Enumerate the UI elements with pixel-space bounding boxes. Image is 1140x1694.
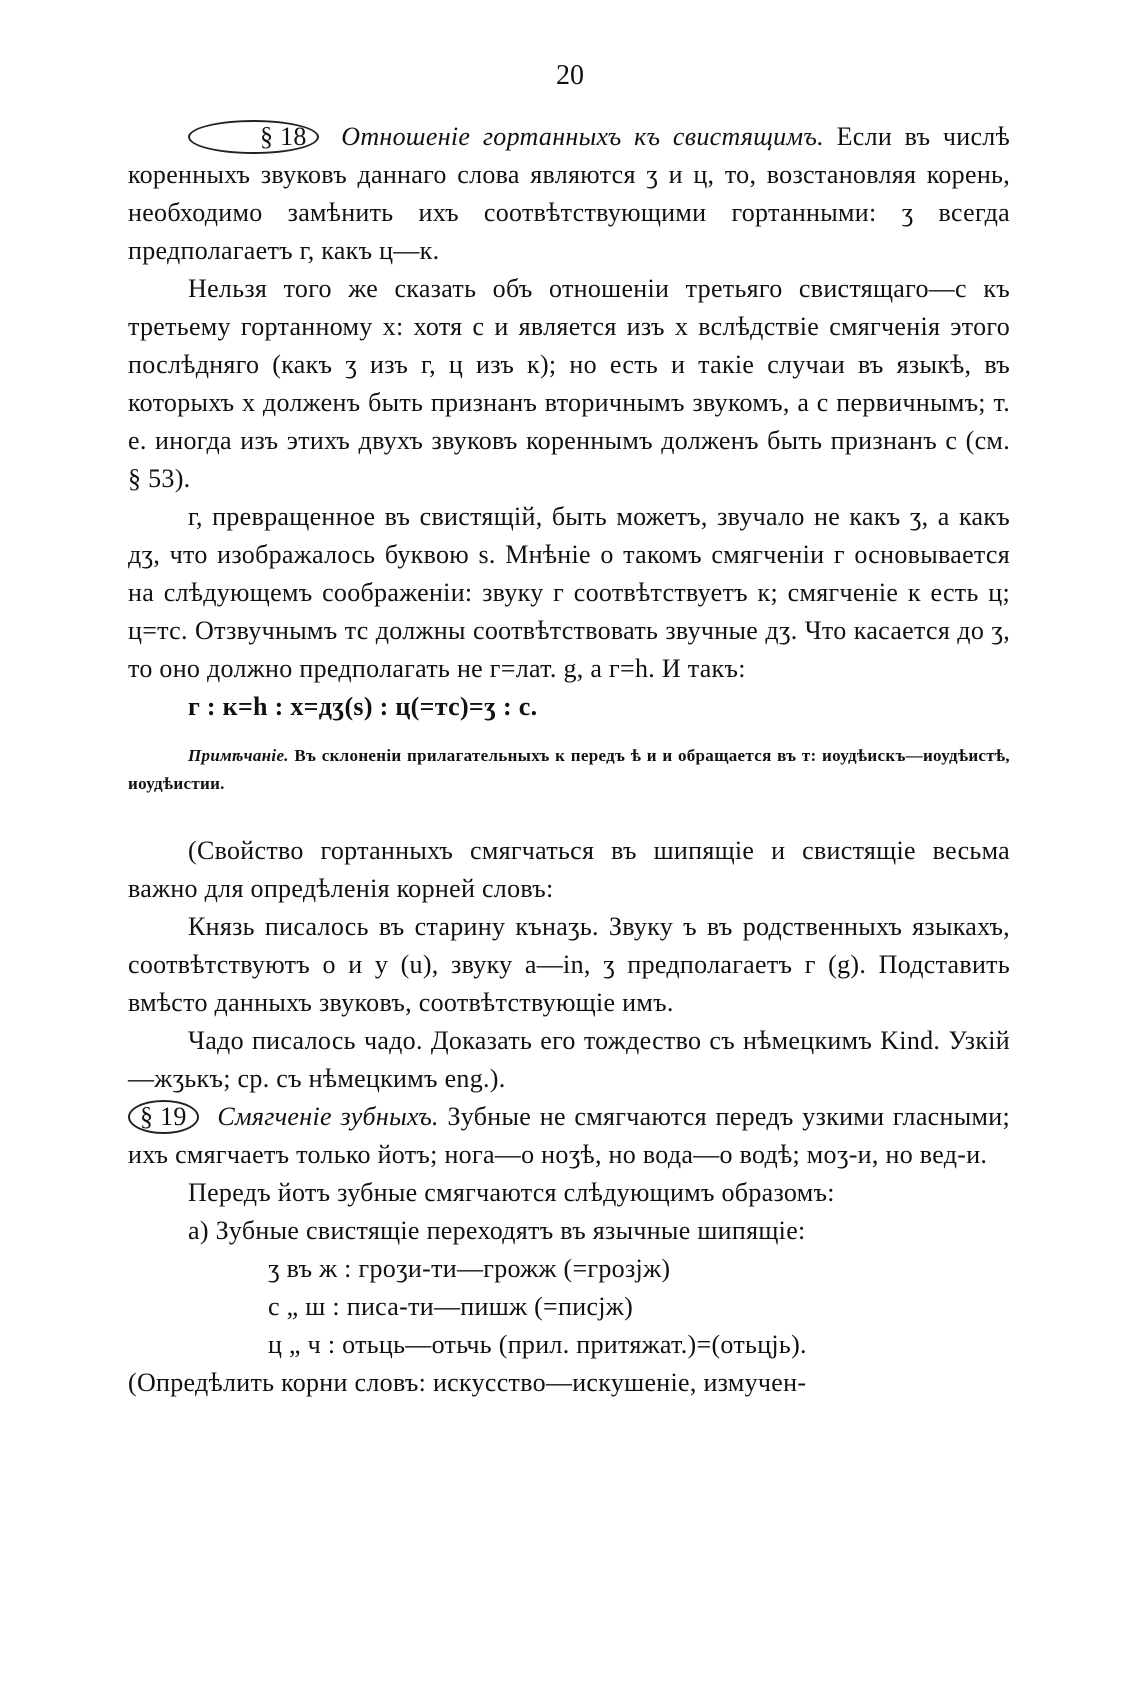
- section-18: [128, 118, 1010, 270]
- section-18-title: Отношенiе гортанныхъ къ свистящимъ.: [341, 122, 824, 151]
- section-19-title: Смягченiе зубныхъ.: [217, 1102, 439, 1131]
- example-line-2: с „ ш : писа-ти—пишж (=писjж): [268, 1292, 634, 1321]
- paragraph-3: г, превращенное въ свистящiй, быть можетъ, звучало не какъ ʒ, а какъ дʒ, что изображалось буквою s. Мнѣнiе о такомъ смягченiи г основывается на слѣдующемъ соображенiи: звуку г соотвѣтствуетъ к; смягченiе к есть ц; ц=тс. Отзвучнымъ тс должны соотвѣтствовать звучные дʒ. Что касается до ʒ, то оно должно предполагать не г=лат. g, а г=h. И такъ:: [128, 502, 1010, 683]
- footnote-label: Примѣчанiе.: [188, 746, 289, 765]
- paragraph-8: а) Зубные свистящiе переходятъ въ язычные шипящiе:: [188, 1216, 806, 1245]
- example-line-1: ʒ въ ж : гроʒи-ти—грожж (=грозjж): [268, 1254, 671, 1283]
- example-line-3: ц „ ч : отьць—отьчь (прил. притяжат.)=(отьцjь).: [268, 1330, 807, 1359]
- formula-line: г : к=h : х=дʒ(s) : ц(=тс)=ʒ : с.: [188, 692, 538, 721]
- section-18-number: § 18: [188, 120, 319, 154]
- main-text: [128, 118, 1010, 1402]
- footnote-text: Въ склоненiи прилагательныхъ к передъ ѣ и и обращается въ т: иоудѣискъ—иоудѣистѣ, иоудѣистии.: [128, 746, 1010, 793]
- paragraph-9: (Опредѣлить корни словъ: искусство—искушенiе, измучен-: [128, 1368, 807, 1397]
- paragraph-5: Князь писалось въ старину кънаʒь. Звуку ъ въ родственныхъ языкахъ, соотвѣтствуютъ o и y (u), звуку а—in, ʒ предполагаетъ г (g). Подставить вмѣсто данныхъ звуковъ, соотвѣтствующiе имъ.: [128, 912, 1010, 1017]
- section-19-number: § 19: [128, 1100, 199, 1134]
- section-19: [128, 1098, 1010, 1174]
- paragraph-2: Нельзя того же сказать объ отношенiи третьяго свистящаго—с къ третьему гортанному х: хотя с и является изъ х вслѣдствiе смягченiя этого послѣдняго (какъ ʒ изъ г, ц изъ к); но есть и такiе случаи въ языкѣ, въ которыхъ х долженъ быть признанъ вторичнымъ звукомъ, а с первичнымъ; т. е. иногда изъ этихъ двухъ звуковъ кореннымъ долженъ быть признанъ с (см. § 53).: [128, 274, 1010, 493]
- section-18-text: Если въ числѣ коренныхъ звуковъ даннаго слова являются ʒ и ц, то, возстановляя корень, необходимо замѣнить ихъ соотвѣтствующими гортанными: ʒ всегда предполагаетъ г, какъ ц—к.: [128, 122, 1011, 265]
- footnote: [128, 742, 1010, 798]
- page-number: 20: [556, 60, 584, 91]
- paragraph-7: Передъ йотъ зубные смягчаются слѣдующимъ образомъ:: [188, 1178, 835, 1207]
- paragraph-6: Чадо писалось чадо. Доказать его тождество съ нѣмецкимъ Kind. Узкiй—жʒькъ; ср. съ нѣмецкимъ eng.).: [128, 1026, 1010, 1093]
- section-19-text: Зубные не смягчаются передъ узкими гласными; ихъ смягчаетъ только йотъ; нога—о ноʒѣ, но вода—о водѣ; моʒ-и, но вед-и.: [128, 1102, 1010, 1169]
- paragraph-4: (Свойство гортанныхъ смягчаться въ шипящiе и свистящiе весьма важно для опредѣленiя корней словъ:: [128, 836, 1010, 903]
